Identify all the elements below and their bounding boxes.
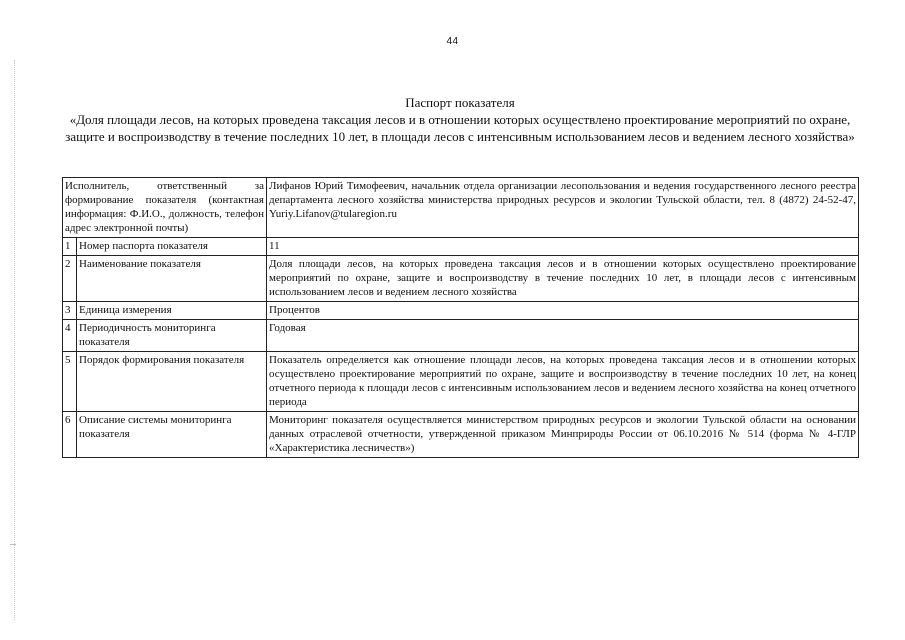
title-block [60, 94, 860, 145]
row-value: Доля площади лесов, на которых проведена таксация лесов и в отношении которых осуществлено проектирование мероприятий по охране, защите и воспроизводству в течение последних 10 лет, в площади лесов с интенсивным использованием лесов и ведением лесного хозяйства [267, 256, 859, 302]
executor-label: Исполнитель, ответственный за формирование показателя (контактная информация: Ф.И.О., должность, телефон адрес электронной почты) [63, 178, 267, 238]
row-value: Процентов [267, 302, 859, 320]
table-row [63, 352, 859, 412]
row-number: 2 [63, 256, 77, 302]
executor-value: Лифанов Юрий Тимофеевич, начальник отдела организации лесопользования и ведения государственного лесного реестра департамента лесного хозяйства министерства природных ресурсов и экологии Тульской области, тел. 8 (4872) 24-52-47, Yuriy.Lifanov@tularegion.ru [267, 178, 859, 238]
row-label: Единица измерения [77, 302, 267, 320]
row-number: 4 [63, 320, 77, 352]
scan-margin-line [14, 60, 17, 620]
table-row-executor [63, 178, 859, 238]
row-number: 6 [63, 412, 77, 458]
row-value: Мониторинг показателя осуществляется министерством природных ресурсов и экологии Тульской области на основании данных отраслевой отчетности, утвержденной приказом Минприроды России от 06.10.2016 № 514 (форма № 4-ГЛР «Характеристика лесничеств») [267, 412, 859, 458]
row-number: 5 [63, 352, 77, 412]
row-label: Порядок формирования показателя [77, 352, 267, 412]
scan-margin-tick [10, 544, 16, 545]
row-value: Показатель определяется как отношение площади лесов, на которых проведена таксация лесов и в отношении которых осуществлено проектирование мероприятий по охране, защите и воспроизводству в течение последних 10 лет, на конец отчетного периода к площади лесов с интенсивным использованием лесов и ведением лесного хозяйства на конец отчетного периода [267, 352, 859, 412]
page-number: 44 [446, 36, 459, 47]
passport-table [62, 177, 859, 458]
row-number: 3 [63, 302, 77, 320]
passport-title: Паспорт показателя [405, 95, 515, 110]
row-label: Описание системы мониторинга показателя [77, 412, 267, 458]
row-label: Наименование показателя [77, 256, 267, 302]
row-label: Периодичность мониторинга показателя [77, 320, 267, 352]
indicator-title: «Доля площади лесов, на которых проведена таксация лесов и в отношении которых осуществлено проектирование мероприятий по охране, защите и воспроизводству в течение последних 10 лет, в площади лесов с интенсивным использованием лесов и ведением лесного хозяйства» [65, 112, 855, 144]
row-value: 11 [267, 238, 859, 256]
row-label: Номер паспорта показателя [77, 238, 267, 256]
table-row [63, 412, 859, 458]
row-value: Годовая [267, 320, 859, 352]
table-row [63, 302, 859, 320]
table-row [63, 256, 859, 302]
table-row [63, 238, 859, 256]
table-row [63, 320, 859, 352]
row-number: 1 [63, 238, 77, 256]
